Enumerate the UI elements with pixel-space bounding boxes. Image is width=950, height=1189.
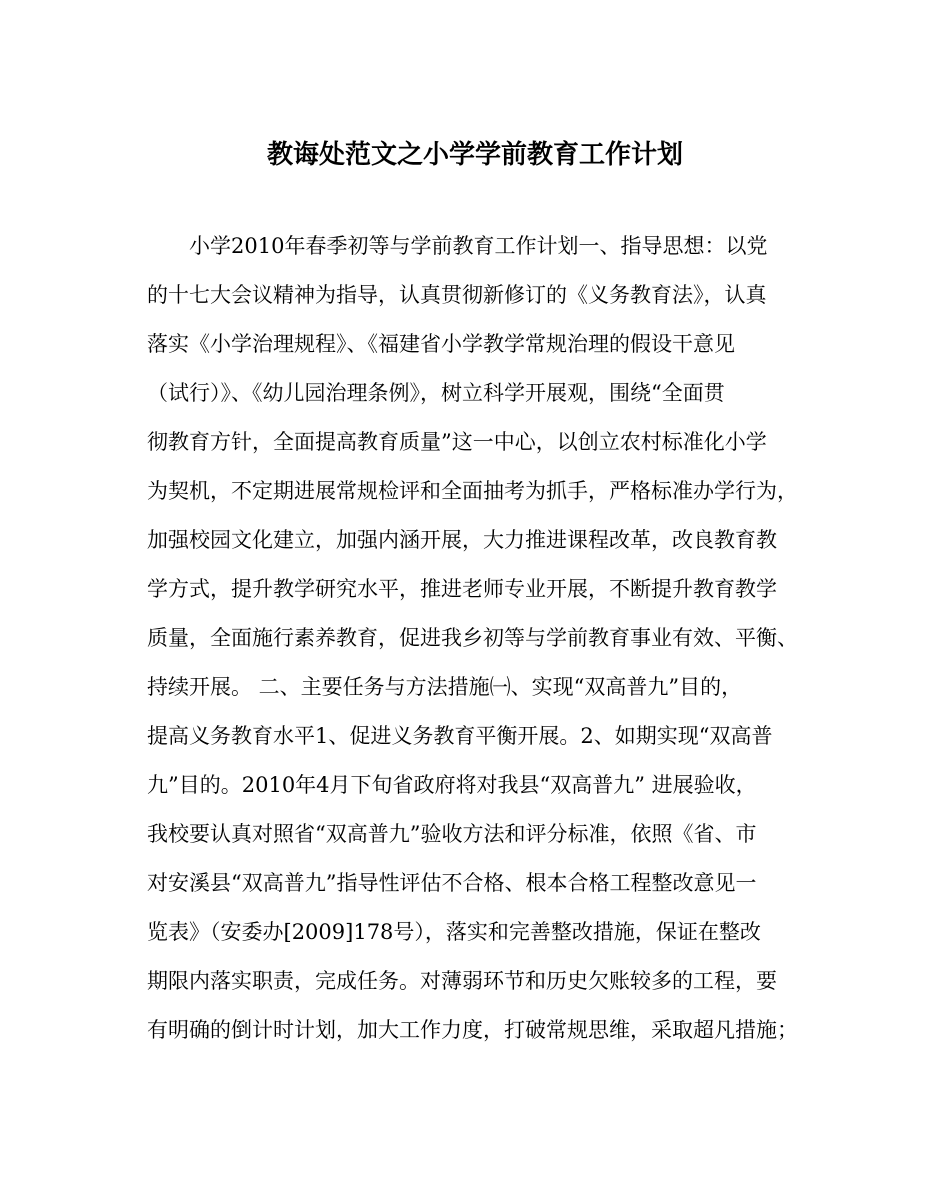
body-line: 有明确的倒计时计划，加大工作力度，打破常规思维，采取超凡措施； xyxy=(147,1018,798,1042)
body-line: 的十七大会议精神为指导，认真贯彻新修订的《义务教育法》，认真 xyxy=(147,283,767,307)
body-line: 九”目的。2010年4月下旬省政府将对我县“双高普九” 进展验收， xyxy=(147,773,757,797)
body-line: 小学2010年春季初等与学前教育工作计划一、指导思想：以党 xyxy=(189,234,768,258)
body-line: 为契机，不定期进展常规检评和全面抽考为抓手，严格标准办学行为， xyxy=(147,479,798,503)
body-line: 持续开展。 二、主要任务与方法措施㈠、实现“双高普九”目的， xyxy=(147,675,743,699)
body-line: 质量，全面施行素养教育，促进我乡初等与学前教育事业有效、平衡、 xyxy=(147,626,798,650)
body-line: 彻教育方针，全面提高教育质量”这一中心，以创立农村标准化小学 xyxy=(147,430,767,454)
body-line: 我校要认真对照省“双高普九”验收方法和评分标准，依照《省、市 xyxy=(147,822,757,846)
body-line: 览表》（安委办[2009]178号），落实和完善整改措施，保证在整改 xyxy=(147,920,761,944)
document-title: 教诲处范文之小学学前教育工作计划 xyxy=(266,140,683,170)
body-line: 落实《小学治理规程》、《福建省小学教学常规治理的假设干意见 xyxy=(147,332,735,356)
body-line: 对安溪县“双高普九”指导性评估不合格、根本合格工程整改意见一 xyxy=(147,871,757,895)
body-line: （试行）》、《幼儿园治理条例》，树立科学开展观，围绕“全面贯 xyxy=(147,381,725,405)
body-line: 学方式，提升教学研究水平，推进老师专业开展，不断提升教育教学 xyxy=(147,577,777,601)
body-line: 加强校园文化建立，加强内涵开展，大力推进课程改革，改良教育教 xyxy=(147,528,777,552)
body-line: 期限内落实职责，完成任务。对薄弱环节和历史欠账较多的工程，要 xyxy=(147,969,777,993)
document-body xyxy=(147,222,807,1055)
body-line: 提高义务教育水平1、促进义务教育平衡开展。2、如期实现“双高普 xyxy=(147,724,773,748)
